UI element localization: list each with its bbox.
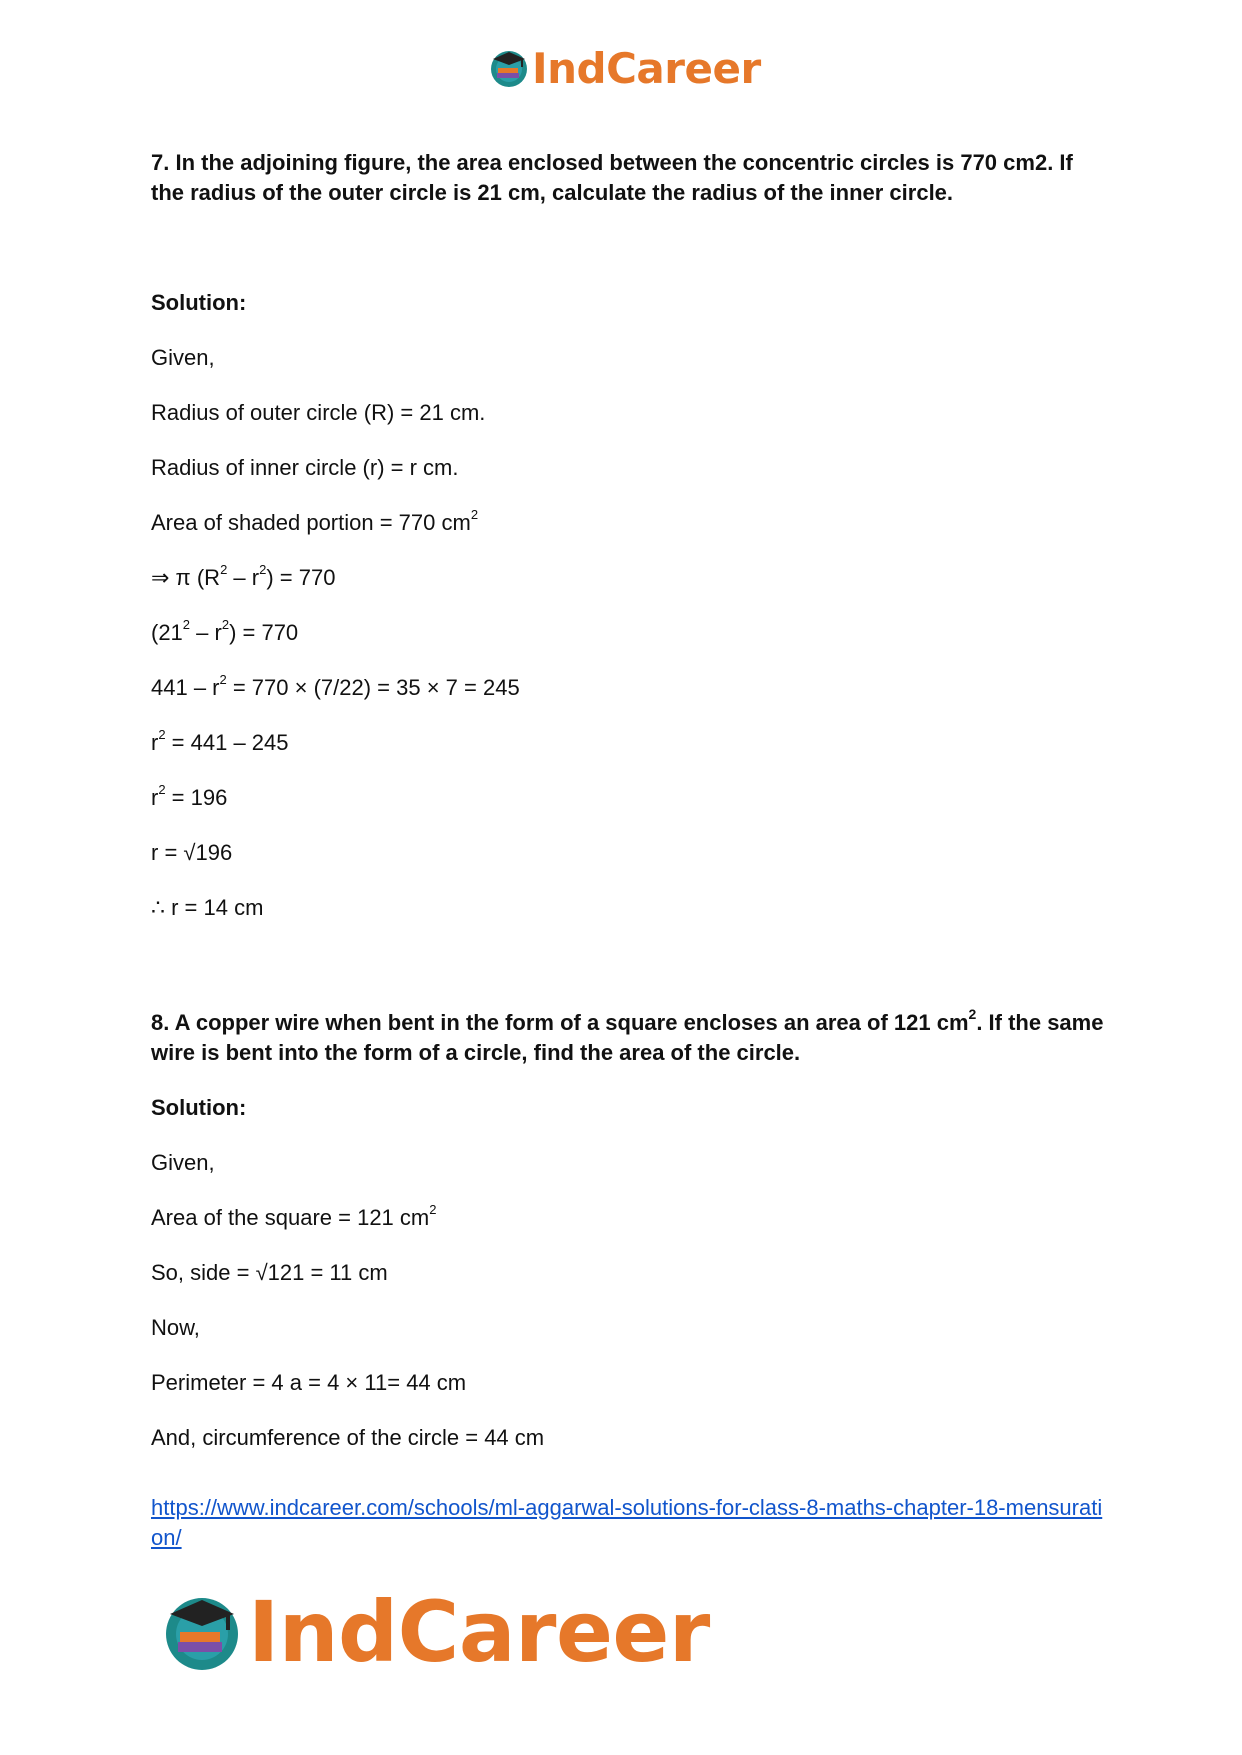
graduation-cap-books-icon (160, 1590, 244, 1674)
inner-radius-line: Radius of inner circle (r) = r cm. (151, 455, 459, 480)
circumference-line: And, circumference of the circle = 44 cm (151, 1425, 545, 1450)
question-7: 7. In the adjoining figure, the area enclosed between the concentric circles is 770 cm2. If the radius of the outer circle is 21 cm, calculate the radius of the inner circle. (151, 150, 1073, 205)
square-area-line: Area of the square = 121 $cm^2$ (151, 1201, 437, 1230)
solution-label: Solution: (151, 1095, 247, 1120)
solution-label: Solution: (151, 290, 247, 315)
answer-line: ∴ r = 14 cm (151, 895, 264, 920)
graduation-cap-books-icon (488, 47, 530, 89)
source-link[interactable]: https://www.indcareer.com/schools/ml-aggarwal-solutions-for-class-8-maths-chapter-18-mensuration/ (151, 1495, 1103, 1550)
equation-line-1: ⇒ π $(R^2 - r^2) = 770$ (151, 561, 336, 590)
side-line: So, side = √121 = 11 cm (151, 1260, 388, 1285)
footer-logo (160, 1582, 710, 1682)
outer-radius-line: Radius of outer circle (R) = 21 cm. (151, 400, 486, 425)
brand-name: IndCareer (532, 43, 761, 93)
question-8: 8. A copper wire when bent in the form of a square encloses an area of 121 $cm^2$. If the same wire is bent into the form of a circle, find the area of the circle. (151, 1005, 1104, 1065)
equation-line-3: $441 - r^2 = 770 \times (7/22) = 35 \times 7 = 245$ (151, 671, 520, 700)
brand-name: IndCareer (248, 1583, 710, 1681)
given-text: Given, (151, 345, 215, 370)
shaded-area-line: Area of shaded portion = 770 $cm^2$ (151, 506, 479, 535)
equation-line-6: r = √196 (151, 840, 233, 865)
equation-line-4: $r^2 = 441 - 245$ (151, 726, 289, 755)
header-logo (488, 40, 761, 96)
equation-line-5: $r^2 = 196$ (151, 781, 228, 810)
equation-line-2: $(21^2 - r^2) = 770$ (151, 616, 299, 645)
perimeter-line: Perimeter = 4 a = 4 × 11= 44 cm (151, 1370, 467, 1395)
given-text: Given, (151, 1150, 215, 1175)
now-text: Now, (151, 1315, 200, 1340)
main-content (151, 148, 1111, 1553)
